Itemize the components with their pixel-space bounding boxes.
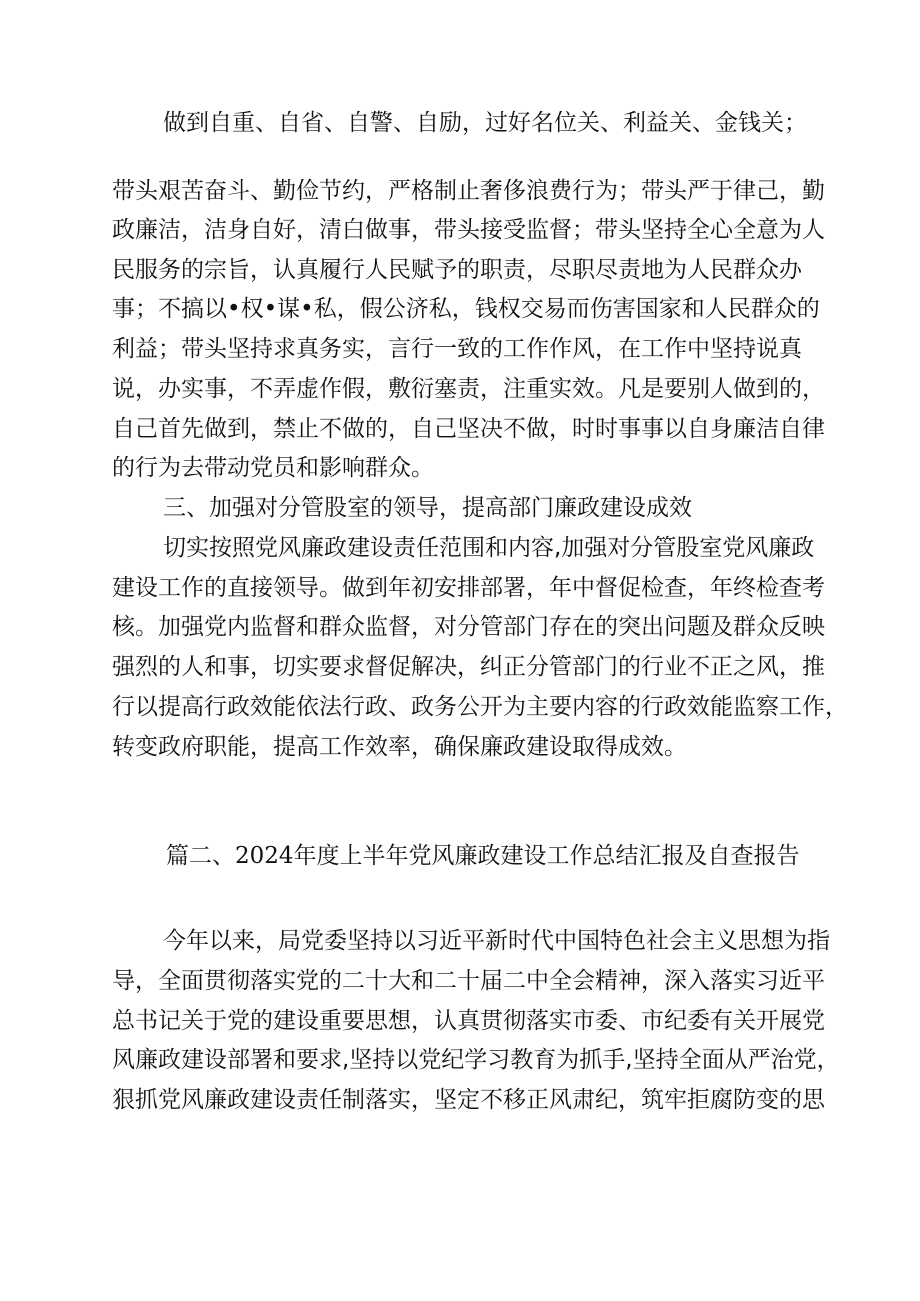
paragraph-1-line: 的行为去带动党员和影响群众。 xyxy=(112,455,434,481)
paragraph-2-line: 建设工作的直接领导。做到年初安排部署，年中督促检查，年终检查考 xyxy=(112,575,825,601)
paragraph-3-line: 导，全面贯彻落实党的二十大和二十届二中全会精神，深入落实习近平 xyxy=(112,968,825,994)
paragraph-2-line: 强烈的人和事，切实要求督促解决，纠正分管部门的行业不正之风，推 xyxy=(112,654,825,680)
paragraph-1-line: 说，办实事，不弄虚作假，敷衍塞责，注重实效。凡是要别人做到的， xyxy=(112,376,825,402)
paragraph-3-line: 狠抓党风廉政建设责任制落实，坚定不移正风肃纪，筑牢拒腐防变的思 xyxy=(112,1087,825,1113)
paragraph-3-line: 风廉政建设部署和要求,坚持以党纪学习教育为抓手,坚持全面从严治党， xyxy=(112,1047,840,1073)
part-2-title: 篇二、2024年度上半年党风廉政建设工作总结汇报及自查报告 xyxy=(166,843,800,869)
paragraph-3-line: 今年以来，局党委坚持以习近平新时代中国特色社会主义思想为指 xyxy=(163,928,830,954)
intro-line: 做到自重、自省、自警、自励，过好名位关、利益关、金钱关； xyxy=(163,110,807,136)
section-3-heading: 三、加强对分管股室的领导，提高部门廉政建设成效 xyxy=(163,495,692,521)
paragraph-1-line: 民服务的宗旨，认真履行人民赋予的职责，尽职尽责地为人民群众办 xyxy=(112,257,802,283)
paragraph-1-line: 带头艰苦奋斗、勤俭节约，严格制止奢侈浪费行为；带头严于律己，勤 xyxy=(112,178,825,204)
paragraph-1-line: 自己首先做到，禁止不做的，自己坚决不做，时时事事以自身廉洁自律 xyxy=(112,416,825,442)
paragraph-2-line: 切实按照党风廉政建设责任范围和内容,加强对分管股室党风廉政 xyxy=(163,535,815,561)
paragraph-2-line: 转变政府职能，提高工作效率，确保廉政建设取得成效。 xyxy=(112,734,687,760)
paragraph-1-line: 政廉洁，洁身自好，清白做事，带头接受监督；带头坚持全心全意为人 xyxy=(112,217,825,243)
paragraph-2-line: 核。加强党内监督和群众监督，对分管部门存在的突出问题及群众反映 xyxy=(112,614,825,640)
paragraph-2-line: 行以提高行政效能依法行政、政务公开为主要内容的行政效能监察工作， xyxy=(112,694,848,720)
paragraph-3-line: 总书记关于党的建设重要思想，认真贯彻落实市委、市纪委有关开展党 xyxy=(112,1008,825,1034)
paragraph-1-line: 利益；带头坚持求真务实，言行一致的工作作风，在工作中坚持说真 xyxy=(112,336,802,362)
paragraph-1-line: 事；不搞以•权•谋•私，假公济私，钱权交易而伤害国家和人民群众的 xyxy=(112,296,820,322)
